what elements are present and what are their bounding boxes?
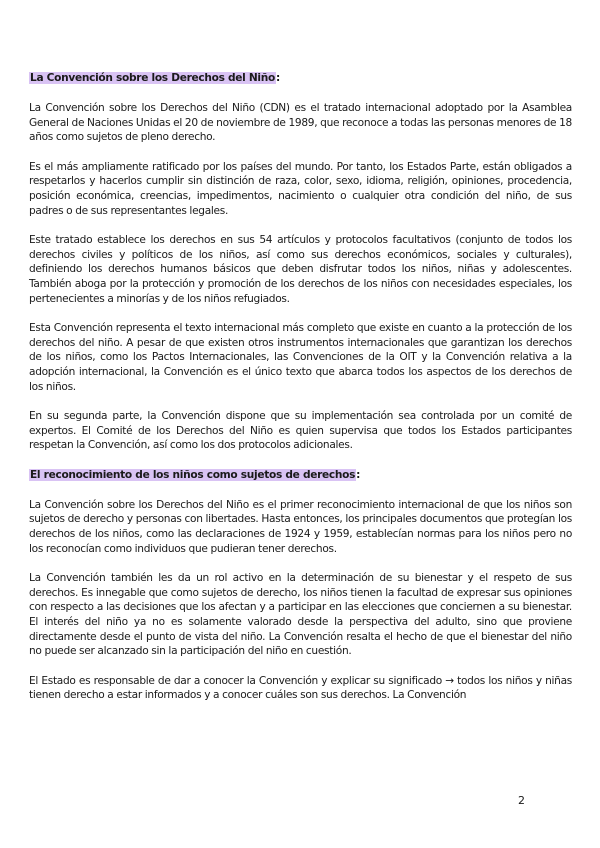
paragraph-state-responsibility: El Estado es responsable de dar a conocer la Convención y explicar su significado → todos los niños y niñas tienen derecho a estar informados y a conocer cuáles son sus derechos. La Convención (29, 674, 572, 702)
section-heading-convencion (29, 71, 572, 86)
paragraph-active-role: La Convención también les da un rol activo en la determinación de su bienestar y el respeto de sus derechos. Es innegable que como sujetos de derecho, los niños tienen la facultad de expresar sus opiniones con respecto a las decisiones que los afectan y a participar en las elecciones que conciernen a su bienestar. El interés del niño ya no es solamente valorado desde la perspectiva del adulto, sino que proviene directamente desde el punto de vista del niño. La Convención resalta el hecho de que el bienestar del niño no puede ser alcanzado sin la participación del niño en cuestión. (29, 572, 572, 658)
heading-colon: : (356, 468, 361, 481)
paragraph-ratification: Es el más ampliamente ratificado por los países del mundo. Por tanto, los Estados Parte, están obligados a respetarlos y hacerlos cumplir sin distinción de raza, color, sexo, idioma, religión, opiniones, procedencia, posición económica, creencias, impedimentos, nacimiento o cualquier otra condición del niño, de sus padres o de sus representantes legales. (29, 160, 572, 217)
paragraph-definition: La Convención sobre los Derechos del Niño (CDN) es el tratado internacional adoptado por la Asamblea General de Naciones Unidas el 20 de noviembre de 1989, que reconoce a todas las personas menores de 18 años como sujetos de pleno derecho. (29, 102, 572, 144)
heading-highlight: El reconocimiento de los niños como sujetos de derechos (30, 468, 356, 481)
paragraph-articles: Este tratado establece los derechos en sus 54 artículos y protocolos facultativos (conjunto de todos los derechos civiles y políticos de los niños, así como sus derechos económicos, sociales y culturales), definiendo los derechos humanos básicos que deben disfrutar todos los niños, niñas y adolescentes. También aboga por la protección y promoción de los derechos de los niños con necesidades especiales, los pertenecientes a minorías y de los niños refugiados. (29, 234, 572, 305)
heading-colon: : (276, 72, 280, 84)
section-heading-reconocimiento (29, 468, 572, 483)
page-number: 2 (518, 794, 525, 807)
page-content (29, 71, 572, 703)
paragraph-first-recognition: La Convención sobre los Derechos del Niño es el primer reconocimiento internacional de que los niños son sujetos de derecho y personas con libertades. Hasta entonces, los principales documentos que protegían los derechos de los niños, como las declaraciones de 1924 y 1959, establecían normas para los niños pero no los reconocían como individuos que pudieran tener derechos. (29, 498, 572, 555)
paragraph-committee: En su segunda parte, la Convención dispone que su implementación sea controlada por un comité de expertos. El Comité de los Derechos del Niño es quien supervisa que todos los Estados participantes respetan la Convención, así como los dos protocolos adicionales. (29, 410, 572, 452)
heading-highlight: La Convención sobre los Derechos del Niño (30, 72, 275, 84)
paragraph-completeness: Esta Convención representa el texto internacional más completo que existe en cuanto a la protección de los derechos del niño. A pesar de que existen otros instrumentos internacionales que garantizan los derechos de los niños, como los Pactos Internacionales, las Convenciones de la OIT y la Convención relativa a la adopción internacional, la Convención es el único texto que abarca todos los aspectos de los derechos de los niños. (29, 322, 572, 393)
